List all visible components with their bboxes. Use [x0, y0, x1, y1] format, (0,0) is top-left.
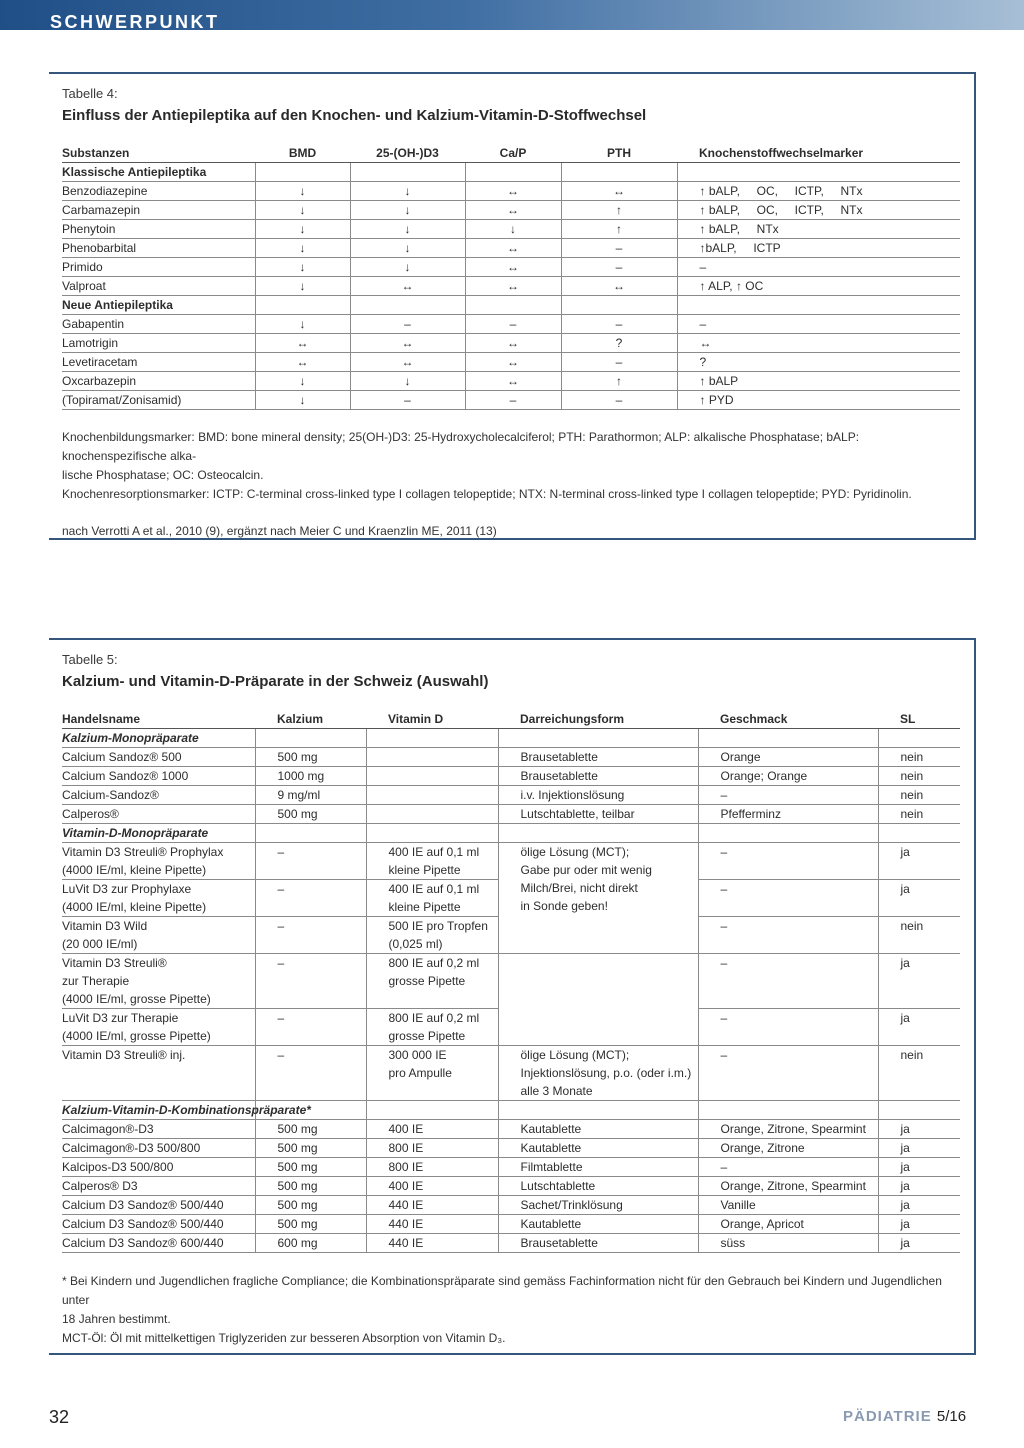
calcium-cell: 500 mg — [255, 1139, 366, 1158]
vitd-cell: 400 IE auf 0,1 ml kleine Pipette — [366, 880, 498, 917]
vitd-cell: 440 IE — [366, 1234, 498, 1253]
marker-cell: ↑ bALP, NTx — [677, 220, 960, 239]
col-header: Handelsname — [62, 709, 255, 729]
taste-cell: Orange, Zitrone, Spearmint — [698, 1120, 878, 1139]
form-cell: Kautablette — [498, 1139, 698, 1158]
table-row — [62, 1196, 960, 1215]
effect-cell: ? — [561, 334, 677, 353]
taste-cell: – — [698, 786, 878, 805]
table-row — [62, 748, 960, 767]
form-cell: Filmtablette — [498, 1158, 698, 1177]
effect-cell: ↓ — [255, 220, 350, 239]
name-cell: Vitamin D3 Streuli® inj. — [62, 1046, 255, 1101]
effect-cell: – — [561, 258, 677, 277]
name-cell: Calcium-Sandoz® — [62, 786, 255, 805]
form-cell: Brausetablette — [498, 1234, 698, 1253]
col-header: SL — [878, 709, 960, 729]
taste-cell: Pfefferminz — [698, 805, 878, 824]
effect-cell: ↓ — [350, 372, 465, 391]
sl-cell: ja — [878, 954, 960, 1009]
marker-cell: ↔ — [677, 334, 960, 353]
table5-box — [49, 638, 976, 1355]
table4-notes — [62, 428, 960, 541]
substance-cell: Valproat — [62, 277, 255, 296]
vitd-cell — [366, 786, 498, 805]
effect-cell: ↔ — [465, 353, 561, 372]
journal-issue: 5/16 — [936, 1408, 967, 1425]
table4-body — [62, 163, 960, 410]
vitd-cell: 800 IE — [366, 1139, 498, 1158]
effect-cell: – — [561, 391, 677, 410]
col-header: Knochenstoffwechselmarker — [677, 143, 960, 163]
table-row — [62, 767, 960, 786]
marker-cell: ↑ ALP, ↑ OC — [677, 277, 960, 296]
substance-cell: Carbamazepin — [62, 201, 255, 220]
vitd-cell: 500 IE pro Tropfen (0,025 ml) — [366, 917, 498, 954]
name-cell: Calcium D3 Sandoz® 500/440 — [62, 1196, 255, 1215]
effect-cell: – — [561, 315, 677, 334]
col-header: Substanzen — [62, 143, 255, 163]
taste-cell: Vanille — [698, 1196, 878, 1215]
table-row — [62, 220, 960, 239]
name-cell: Calcium Sandoz® 500 — [62, 748, 255, 767]
effect-cell: ↔ — [561, 277, 677, 296]
taste-cell: – — [698, 843, 878, 880]
effect-cell: ↑ — [561, 372, 677, 391]
form-cell: Brausetablette — [498, 767, 698, 786]
vitd-cell: 800 IE auf 0,2 ml grosse Pipette — [366, 1009, 498, 1046]
sl-cell: nein — [878, 1046, 960, 1101]
name-cell: Calperos® — [62, 805, 255, 824]
col-header: Geschmack — [698, 709, 878, 729]
calcium-cell: 500 mg — [255, 1177, 366, 1196]
group-row — [62, 729, 960, 748]
form-cell: Kautablette — [498, 1215, 698, 1234]
form-cell: ölige Lösung (MCT); Injektionslösung, p.o. (oder i.m.) alle 3 Monate — [498, 1046, 698, 1101]
sl-cell: nein — [878, 805, 960, 824]
vitd-cell — [366, 767, 498, 786]
table4-label: Tabelle 4: — [62, 86, 118, 101]
effect-cell: – — [350, 315, 465, 334]
table-row — [62, 786, 960, 805]
effect-cell: ↔ — [561, 182, 677, 201]
effect-cell: – — [465, 315, 561, 334]
sl-cell: ja — [878, 1234, 960, 1253]
effect-cell: ↔ — [465, 201, 561, 220]
calcium-cell: – — [255, 880, 366, 917]
effect-cell: ↓ — [255, 315, 350, 334]
name-cell: LuVit D3 zur Therapie (4000 IE/ml, grosse Pipette) — [62, 1009, 255, 1046]
effect-cell: ↔ — [465, 182, 561, 201]
table-row — [62, 805, 960, 824]
note-compliance: * Bei Kindern und Jugendlichen fragliche Compliance; die Kombinationspräparate sind gemäss Fachinformation nicht für den Gebrauch bei Kindern und Jugendlichen unter — [62, 1274, 942, 1307]
vitd-cell: 800 IE auf 0,2 ml grosse Pipette — [366, 954, 498, 1009]
taste-cell: süss — [698, 1234, 878, 1253]
vitd-cell: 800 IE — [366, 1158, 498, 1177]
note-bone-formation: Knochenbildungsmarker: BMD: bone mineral density; 25(OH-)D3: 25-Hydroxycholecalciferol; PTH: Parathormon; ALP: alkalische Phosphatase; bALP: knochenspezifische alka- — [62, 430, 860, 463]
effect-cell: ↔ — [255, 334, 350, 353]
substance-cell: Primido — [62, 258, 255, 277]
col-header: Vitamin D — [366, 709, 498, 729]
calcium-cell: – — [255, 917, 366, 954]
marker-cell: ↑ bALP, OC, ICTP, NTx — [677, 201, 960, 220]
effect-cell: – — [465, 391, 561, 410]
calcium-cell: 500 mg — [255, 1158, 366, 1177]
effect-cell: ↔ — [350, 334, 465, 353]
group-label: Neue Antiepileptika — [62, 296, 255, 315]
vitd-cell: 400 IE auf 0,1 ml kleine Pipette — [366, 843, 498, 880]
group-label: Kalzium-Vitamin-D-Kombinationspräparate* — [62, 1101, 255, 1120]
name-cell: Calcium D3 Sandoz® 600/440 — [62, 1234, 255, 1253]
combo-rows — [62, 1120, 960, 1253]
sl-cell: ja — [878, 1215, 960, 1234]
effect-cell: ↓ — [255, 201, 350, 220]
vitd-cell — [366, 805, 498, 824]
sl-cell: ja — [878, 843, 960, 880]
name-cell: Calcium D3 Sandoz® 500/440 — [62, 1215, 255, 1234]
calcium-cell: 500 mg — [255, 748, 366, 767]
col-header: PTH — [561, 143, 677, 163]
sl-cell: nein — [878, 786, 960, 805]
table-row — [62, 353, 960, 372]
calcium-cell: 1000 mg — [255, 767, 366, 786]
vitd-cell: 440 IE — [366, 1196, 498, 1215]
sl-cell: ja — [878, 1177, 960, 1196]
vitd-cell: 300 000 IE pro Ampulle — [366, 1046, 498, 1101]
calcium-cell: 500 mg — [255, 805, 366, 824]
effect-cell: ↔ — [350, 277, 465, 296]
group-row — [62, 1101, 960, 1120]
form-cell: Kautablette — [498, 1120, 698, 1139]
substance-cell: Phenytoin — [62, 220, 255, 239]
note-bone-resorption: Knochenresorptionsmarker: ICTP: C-terminal cross-linked type I collagen telopeptide; NTX: N-terminal cross-linked type I collagen telopeptide; PYD: Pyridinolin. — [62, 487, 912, 501]
table-row — [62, 1177, 960, 1196]
taste-cell: Orange — [698, 748, 878, 767]
sl-cell: ja — [878, 880, 960, 917]
substance-cell: Levetiracetam — [62, 353, 255, 372]
sl-cell: ja — [878, 1009, 960, 1046]
form-cell: i.v. Injektionslösung — [498, 786, 698, 805]
sl-cell: ja — [878, 1120, 960, 1139]
vitd-cell: 400 IE — [366, 1120, 498, 1139]
section-title: SCHWERPUNKT — [50, 12, 220, 32]
table-row — [62, 954, 960, 1009]
effect-cell: ↔ — [350, 353, 465, 372]
marker-cell: ? — [677, 353, 960, 372]
taste-cell: Orange; Orange — [698, 767, 878, 786]
effect-cell: ↔ — [465, 277, 561, 296]
group-label: Vitamin-D-Monopräparate — [62, 824, 255, 843]
taste-cell: – — [698, 880, 878, 917]
table4-title: Einfluss der Antiepileptika auf den Knochen- und Kalzium-Vitamin-D-Stoffwechsel — [62, 107, 647, 124]
taste-cell: – — [698, 1009, 878, 1046]
calcium-cell: 9 mg/ml — [255, 786, 366, 805]
calcium-cell: – — [255, 954, 366, 1009]
effect-cell: ↓ — [350, 182, 465, 201]
taste-cell: – — [698, 1046, 878, 1101]
col-header: Kalzium — [255, 709, 366, 729]
substance-cell: Gabapentin — [62, 315, 255, 334]
effect-cell: ↓ — [350, 220, 465, 239]
calcium-cell: 500 mg — [255, 1196, 366, 1215]
name-cell: Calcium Sandoz® 1000 — [62, 767, 255, 786]
substance-cell: Oxcarbazepin — [62, 372, 255, 391]
effect-cell: ↓ — [255, 391, 350, 410]
effect-cell: ↑ — [561, 220, 677, 239]
col-header: Ca/P — [465, 143, 561, 163]
col-header: 25-(OH-)D3 — [350, 143, 465, 163]
marker-cell: ↑ bALP, OC, ICTP, NTx — [677, 182, 960, 201]
name-cell: LuVit D3 zur Prophylaxe (4000 IE/ml, kleine Pipette) — [62, 880, 255, 917]
col-header: Darreichungsform — [498, 709, 698, 729]
table-row — [62, 1158, 960, 1177]
table4 — [62, 143, 960, 410]
table4-box — [49, 72, 976, 540]
form-cell: Lutschtablette, teilbar — [498, 805, 698, 824]
journal-title: PÄDIATRIE — [843, 1408, 932, 1425]
group-row — [62, 163, 960, 182]
table-row — [62, 334, 960, 353]
taste-cell: Orange, Zitrone — [698, 1139, 878, 1158]
name-cell: Vitamin D3 Wild (20 000 IE/ml) — [62, 917, 255, 954]
effect-cell: ↓ — [350, 258, 465, 277]
vitd-cell: 400 IE — [366, 1177, 498, 1196]
marker-cell: ↑ bALP — [677, 372, 960, 391]
effect-cell: – — [561, 353, 677, 372]
table-row — [62, 1139, 960, 1158]
sl-cell: nein — [878, 917, 960, 954]
table5 — [62, 709, 960, 1253]
effect-cell: ↓ — [255, 239, 350, 258]
group-row — [62, 296, 960, 315]
calcium-cell: 600 mg — [255, 1234, 366, 1253]
vitd-cell — [366, 748, 498, 767]
name-cell: Kalcipos-D3 500/800 — [62, 1158, 255, 1177]
effect-cell: – — [561, 239, 677, 258]
group-label: Kalzium-Monopräparate — [62, 729, 255, 748]
page-number: 32 — [49, 1407, 70, 1427]
table-row — [62, 391, 960, 410]
marker-cell: ↑ PYD — [677, 391, 960, 410]
taste-cell: – — [698, 954, 878, 1009]
note-bone-formation-cont: lische Phosphatase; OC: Osteocalcin. — [62, 468, 264, 482]
table-row — [62, 372, 960, 391]
marker-cell: – — [677, 258, 960, 277]
calcium-cell: 500 mg — [255, 1120, 366, 1139]
taste-cell: – — [698, 1158, 878, 1177]
effect-cell: ↔ — [255, 353, 350, 372]
calcium-cell: 500 mg — [255, 1215, 366, 1234]
table-row — [62, 1234, 960, 1253]
effect-cell: – — [350, 391, 465, 410]
table5-notes — [62, 1272, 960, 1348]
effect-cell: ↔ — [465, 372, 561, 391]
name-cell: Vitamin D3 Streuli® Prophylax (4000 IE/ml, kleine Pipette) — [62, 843, 255, 880]
table-row — [62, 258, 960, 277]
table5-header-row — [62, 709, 960, 729]
effect-cell: ↓ — [350, 201, 465, 220]
form-cell: Lutschtablette — [498, 1177, 698, 1196]
effect-cell: ↔ — [465, 334, 561, 353]
effect-cell: ↔ — [465, 239, 561, 258]
substance-cell: Benzodiazepine — [62, 182, 255, 201]
table-row — [62, 201, 960, 220]
sl-cell: ja — [878, 1196, 960, 1215]
table-row — [62, 1120, 960, 1139]
substance-cell: Phenobarbital — [62, 239, 255, 258]
effect-cell: ↓ — [255, 277, 350, 296]
form-cell: Sachet/Trinklösung — [498, 1196, 698, 1215]
effect-cell: ↓ — [255, 258, 350, 277]
effect-cell: ↓ — [255, 182, 350, 201]
calcium-cell: – — [255, 1046, 366, 1101]
calcium-cell: – — [255, 843, 366, 880]
form-cell-merged: ölige Lösung (MCT); Gabe pur oder mit wenig Milch/Brei, nicht direkt in Sonde geben! — [498, 843, 698, 954]
table5-label: Tabelle 5: — [62, 652, 118, 667]
note-compliance-cont: 18 Jahren bestimmt. — [62, 1312, 171, 1326]
table-row — [62, 277, 960, 296]
table-row — [62, 182, 960, 201]
effect-cell: ↓ — [255, 372, 350, 391]
sl-cell: nein — [878, 748, 960, 767]
effect-cell: ↓ — [465, 220, 561, 239]
mono-ca-rows — [62, 748, 960, 824]
table-row — [62, 239, 960, 258]
taste-cell: – — [698, 917, 878, 954]
table5-title: Kalzium- und Vitamin-D-Präparate in der Schweiz (Auswahl) — [62, 673, 489, 690]
sl-cell: ja — [878, 1139, 960, 1158]
section-header-bar — [0, 0, 1024, 30]
note-mct: MCT-Öl: Öl mit mittelkettigen Triglyzeriden zur besseren Absorption von Vitamin D₃. — [62, 1331, 506, 1345]
substance-cell: (Topiramat/Zonisamid) — [62, 391, 255, 410]
substance-cell: Lamotrigin — [62, 334, 255, 353]
table-row — [62, 1215, 960, 1234]
calcium-cell: – — [255, 1009, 366, 1046]
name-cell: Calperos® D3 — [62, 1177, 255, 1196]
table-row — [62, 315, 960, 334]
effect-cell: ↓ — [350, 239, 465, 258]
effect-cell: ↑ — [561, 201, 677, 220]
vitd-cell: 440 IE — [366, 1215, 498, 1234]
taste-cell: Orange, Zitrone, Spearmint — [698, 1177, 878, 1196]
name-cell: Calcimagon®-D3 500/800 — [62, 1139, 255, 1158]
marker-cell: ↑bALP, ICTP — [677, 239, 960, 258]
col-header: BMD — [255, 143, 350, 163]
group-label: Klassische Antiepileptika — [62, 163, 255, 182]
table4-header-row — [62, 143, 960, 163]
effect-cell: ↔ — [465, 258, 561, 277]
table-row — [62, 1046, 960, 1101]
taste-cell: Orange, Apricot — [698, 1215, 878, 1234]
sl-cell: nein — [878, 767, 960, 786]
table4-source: nach Verrotti A et al., 2010 (9), ergänzt nach Meier C und Kraenzlin ME, 2011 (13) — [62, 524, 497, 538]
group-row — [62, 824, 960, 843]
form-cell: Brausetablette — [498, 748, 698, 767]
sl-cell: ja — [878, 1158, 960, 1177]
name-cell: Calcimagon®-D3 — [62, 1120, 255, 1139]
journal-name — [843, 1408, 966, 1425]
table-row — [62, 843, 960, 880]
form-cell-empty — [498, 954, 698, 1046]
name-cell: Vitamin D3 Streuli® zur Therapie (4000 IE/ml, grosse Pipette) — [62, 954, 255, 1009]
marker-cell: – — [677, 315, 960, 334]
